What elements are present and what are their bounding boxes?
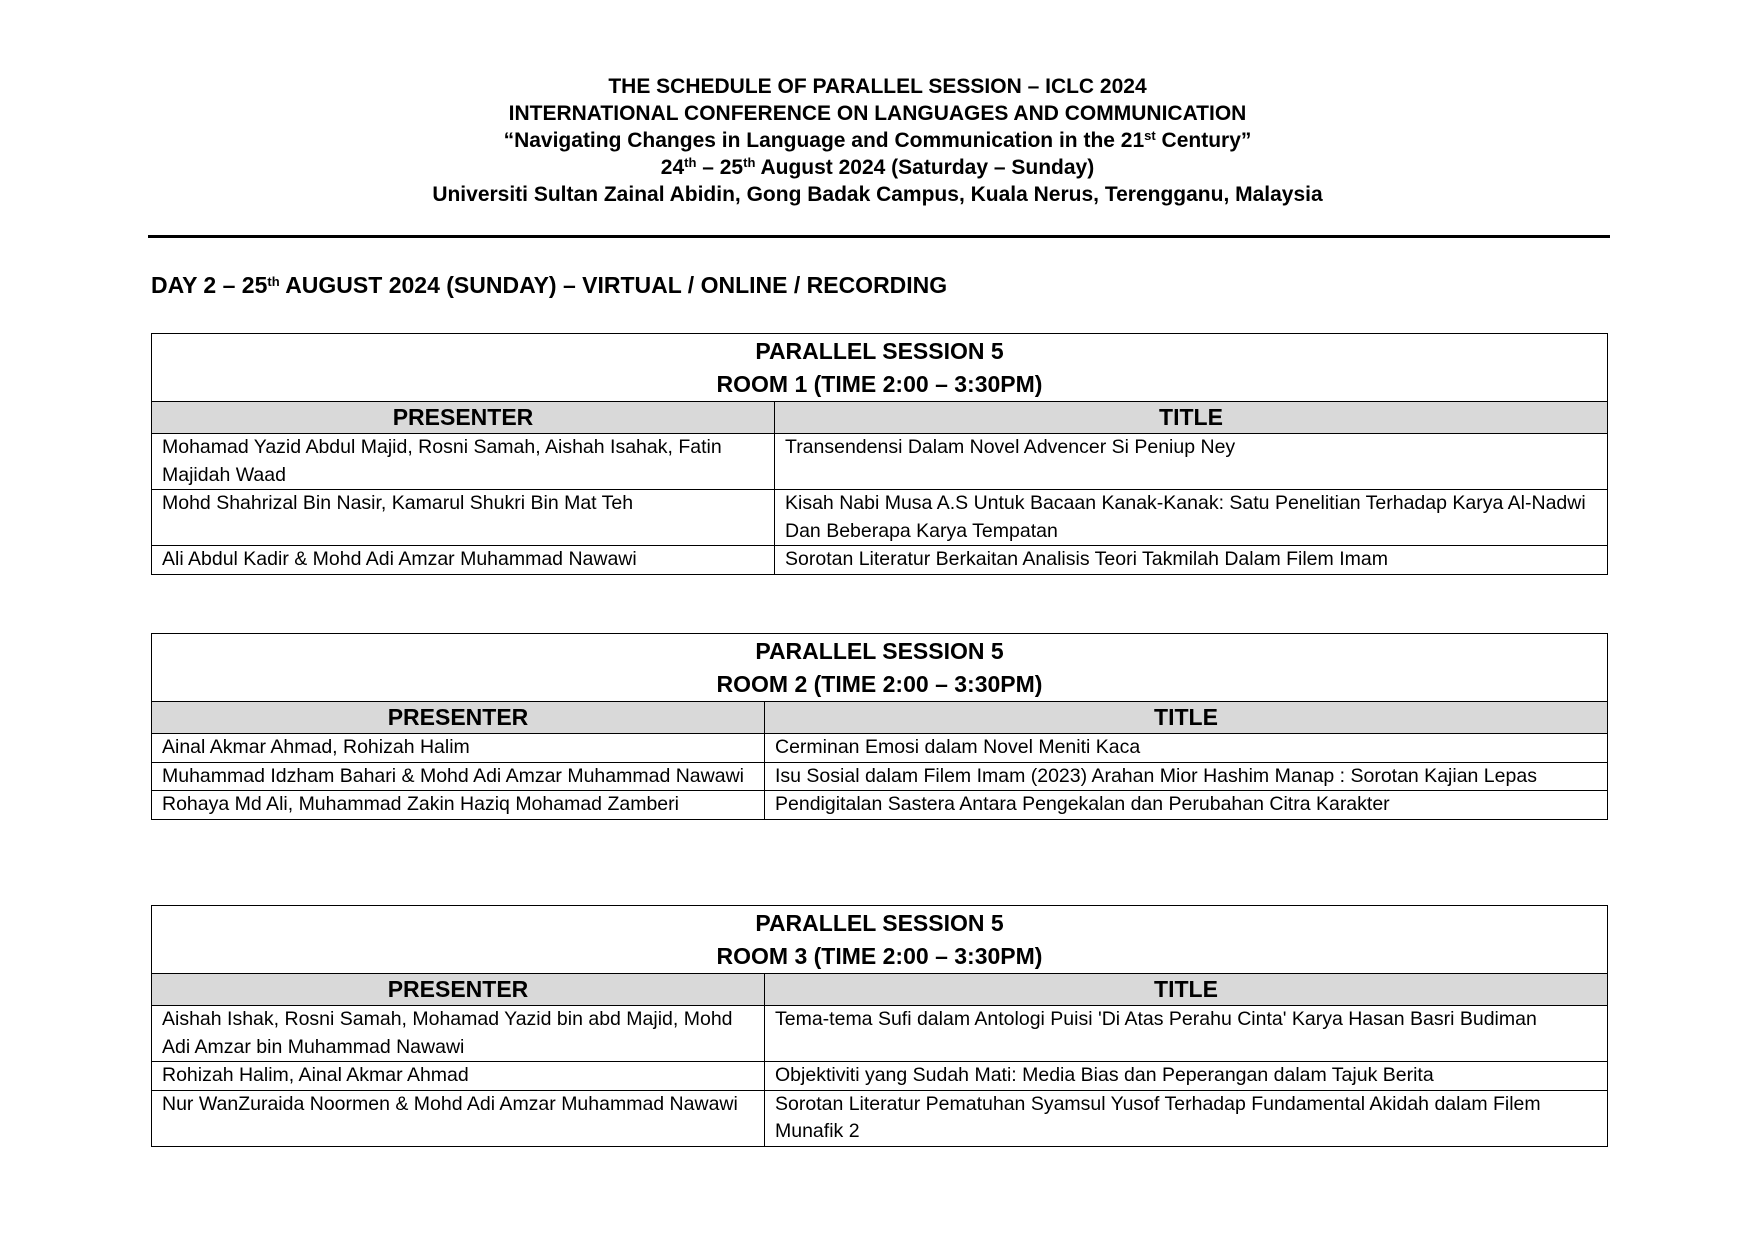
presenter-cell: Rohizah Halim, Ainal Akmar Ahmad: [152, 1062, 765, 1091]
presenter-cell: Aishah Ishak, Rosni Samah, Mohamad Yazid bin abd Majid, Mohd Adi Amzar bin Muhammad Nawawi: [152, 1006, 765, 1062]
header-theme-sup: st: [1144, 128, 1156, 143]
title-cell: Tema-tema Sufi dalam Antologi Puisi 'Di Atas Perahu Cinta' Karya Hasan Basri Budiman: [765, 1006, 1608, 1062]
title-cell: Transendensi Dalam Novel Advencer Si Peniup Ney: [775, 434, 1608, 490]
session-table-room-3: [151, 905, 1608, 1147]
presenter-cell: Mohamad Yazid Abdul Majid, Rosni Samah, Aishah Isahak, Fatin Majidah Waad: [152, 434, 775, 490]
title-cell: Sorotan Literatur Pematuhan Syamsul Yusof Terhadap Fundamental Akidah dalam Filem Munafik 2: [765, 1090, 1608, 1146]
session-table-room-1: [151, 333, 1608, 575]
presenter-cell: Nur WanZuraida Noormen & Mohd Adi Amzar Muhammad Nawawi: [152, 1090, 765, 1146]
table-row: [152, 762, 1608, 791]
header-schedule-title: THE SCHEDULE OF PARALLEL SESSION – ICLC 2024: [608, 75, 1147, 98]
session-header: [152, 906, 1608, 974]
session-title: PARALLEL SESSION 5: [755, 638, 1004, 664]
column-header-presenter: PRESENTER: [152, 402, 775, 434]
session-table-room-2: [151, 633, 1608, 820]
presenter-cell: Mohd Shahrizal Bin Nasir, Kamarul Shukri Bin Mat Teh: [152, 490, 775, 546]
table-row: [152, 791, 1608, 820]
presenter-cell: Rohaya Md Ali, Muhammad Zakin Haziq Mohamad Zamberi: [152, 791, 765, 820]
column-header-presenter: PRESENTER: [152, 974, 765, 1006]
presenter-cell: Muhammad Idzham Bahari & Mohd Adi Amzar Muhammad Nawawi: [152, 762, 765, 791]
title-cell: Objektiviti yang Sudah Mati: Media Bias dan Peperangan dalam Tajuk Berita: [765, 1062, 1608, 1091]
title-cell: Isu Sosial dalam Filem Imam (2023) Arahan Mior Hashim Manap : Sorotan Kajian Lepas: [765, 762, 1608, 791]
header-divider: [148, 235, 1610, 238]
title-cell: Sorotan Literatur Berkaitan Analisis Teori Takmilah Dalam Filem Imam: [775, 546, 1608, 575]
table-row: [152, 490, 1608, 546]
session-room: ROOM 1 (TIME 2:00 – 3:30PM): [716, 371, 1043, 397]
day-heading-rest: AUGUST 2024 (SUNDAY) – VIRTUAL / ONLINE / RECORDING: [279, 272, 948, 298]
title-cell: Cerminan Emosi dalam Novel Meniti Kaca: [765, 734, 1608, 763]
day-heading-sup: th: [267, 274, 280, 289]
table-row: [152, 1090, 1608, 1146]
day-heading-text: DAY 2 – 25: [151, 272, 268, 298]
presenter-cell: Ainal Akmar Ahmad, Rohizah Halim: [152, 734, 765, 763]
header-venue: Universiti Sultan Zainal Abidin, Gong Badak Campus, Kuala Nerus, Terengganu, Malaysia: [432, 183, 1323, 206]
column-header-presenter: PRESENTER: [152, 702, 765, 734]
session-header: [152, 334, 1608, 402]
session-title: PARALLEL SESSION 5: [755, 338, 1004, 364]
table-row: [152, 546, 1608, 575]
column-header-title: TITLE: [765, 974, 1608, 1006]
header-date-rest: August 2024 (Saturday – Sunday): [755, 156, 1095, 179]
title-cell: Pendigitalan Sastera Antara Pengekalan dan Perubahan Citra Karakter: [765, 791, 1608, 820]
session-room: ROOM 2 (TIME 2:00 – 3:30PM): [716, 671, 1043, 697]
session-title: PARALLEL SESSION 5: [755, 910, 1004, 936]
table-row: [152, 734, 1608, 763]
header-date-sup1: th: [684, 155, 697, 170]
table-row: [152, 434, 1608, 490]
header-theme-end: Century”: [1155, 129, 1252, 152]
session-room: ROOM 3 (TIME 2:00 – 3:30PM): [716, 943, 1043, 969]
table-row: [152, 1006, 1608, 1062]
table-row: [152, 1062, 1608, 1091]
column-header-title: TITLE: [775, 402, 1608, 434]
header-date-sup2: th: [743, 155, 756, 170]
header-conference-name: INTERNATIONAL CONFERENCE ON LANGUAGES AND COMMUNICATION: [508, 102, 1247, 125]
header-theme: [0, 127, 1755, 154]
header-date-start: 24: [660, 156, 685, 179]
session-header: [152, 634, 1608, 702]
day-heading: [151, 272, 947, 299]
header-date-end: – 25: [696, 156, 744, 179]
document-header: [0, 73, 1755, 208]
column-header-title: TITLE: [765, 702, 1608, 734]
header-theme-text: “Navigating Changes in Language and Communication in the 21: [503, 129, 1145, 152]
presenter-cell: Ali Abdul Kadir & Mohd Adi Amzar Muhammad Nawawi: [152, 546, 775, 575]
header-dates: [0, 154, 1755, 181]
title-cell: Kisah Nabi Musa A.S Untuk Bacaan Kanak-Kanak: Satu Penelitian Terhadap Karya Al-Nadwi Dan Beberapa Karya Tempatan: [775, 490, 1608, 546]
